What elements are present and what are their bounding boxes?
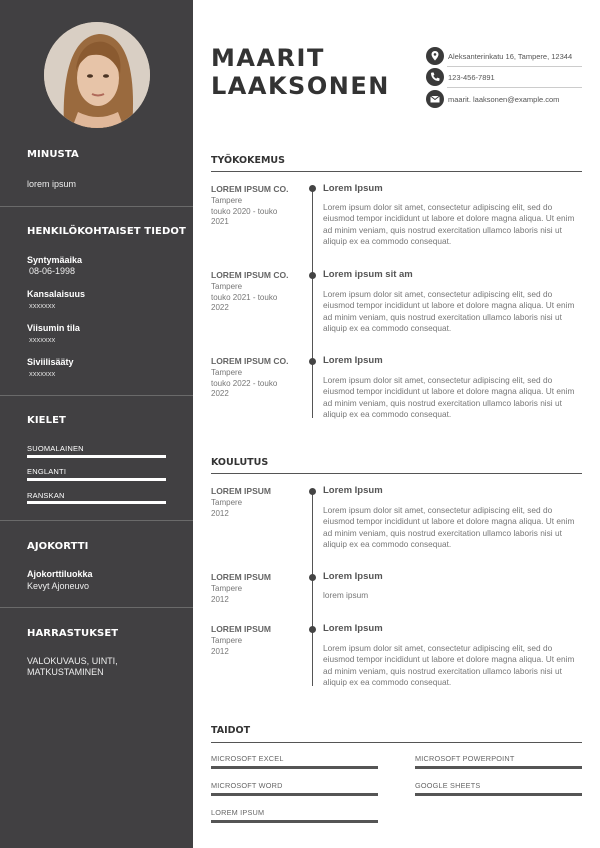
location-icon [426,47,444,65]
timeline-dot [309,272,316,279]
language-level-bar [27,478,166,481]
language-level-bar [27,501,166,504]
school-city: Tampere [211,636,243,645]
school-name: LOREM IPSUM [211,624,271,634]
experience-heading: TYÖKOKEMUS [211,155,285,166]
company-city: Tampere [211,282,243,291]
job-dates: 2022 [211,303,229,312]
education-timeline [312,491,313,686]
divider [447,66,582,67]
school-year: 2012 [211,595,229,604]
email-text: maarit. laaksonen@example.com [448,95,560,104]
timeline-dot [309,358,316,365]
company-city: Tampere [211,368,243,377]
skills-heading: TAIDOT [211,725,251,736]
nationality-value: xxxxxxx [29,301,56,310]
degree-title: Lorem Ipsum [323,485,383,496]
skill-level-bar [211,766,378,769]
school-city: Tampere [211,498,243,507]
divider [0,395,193,396]
section-rule [211,171,582,172]
sidebar [0,0,193,848]
language-level-bar [27,455,166,458]
school-city: Tampere [211,584,243,593]
last-name: LAAKSONEN [211,72,390,100]
skill-level-bar [211,820,378,823]
full-name [211,44,390,100]
school-year: 2012 [211,509,229,518]
job-dates: touko 2022 - touko [211,379,278,388]
job-description: Lorem ipsum dolor sit amet, consectetur adipiscing elit, sed do eiusmod tempor incididunt ut labore et dolore magna aliqua. Ut enim ad minim veniam, quis nostrud exercitation ullamco laboris nisi ut aliquip ex ea commodo consequat. [323,375,575,419]
job-title: Lorem ipsum sit am [323,269,413,280]
skill-label: MICROSOFT EXCEL [211,754,284,763]
language-label: ENGLANTI [27,467,67,476]
skill-label: LOREM IPSUM [211,808,265,817]
job-title: Lorem Ipsum [323,183,383,194]
personal-info-heading: HENKILÖKOHTAISET TIEDOT [27,226,186,237]
job-description: Lorem ipsum dolor sit amet, consectetur adipiscing elit, sed do eiusmod tempor incididunt ut labore et dolore magna aliqua. Ut enim ad minim veniam, quis nostrud exercitation ullamco laboris nisi ut aliquip ex ea commodo consequat. [323,202,575,246]
job-title: Lorem Ipsum [323,355,383,366]
section-rule [211,742,582,743]
divider [0,206,193,207]
birth-label: Syntymäaika [27,255,83,265]
address-text: Aleksanterinkatu 16, Tampere, 12344 [448,52,573,61]
divider [447,87,582,88]
language-label: SUOMALAINEN [27,444,84,453]
skill-level-bar [415,766,582,769]
degree-description: Lorem ipsum dolor sit amet, consectetur adipiscing elit, sed do eiusmod tempor incididunt ut labore et dolore magna aliqua. Ut enim ad minim veniam, quis nostrud exercitation ullamco laboris nisi ut aliquip ex ea commodo consequat. [323,505,575,549]
school-name: LOREM IPSUM [211,572,271,582]
skill-label: MICROSOFT WORD [211,781,283,790]
hobbies-line: VALOKUVAUS, UINTI, [27,656,118,666]
license-value: Kevyt Ajoneuvo [27,581,90,591]
timeline-dot [309,488,316,495]
experience-timeline [312,188,313,418]
about-text: lorem ipsum [27,179,77,189]
degree-title: Lorem Ipsum [323,571,383,582]
timeline-dot [309,574,316,581]
marital-value: xxxxxxx [29,369,56,378]
timeline-dot [309,185,316,192]
skill-level-bar [415,793,582,796]
divider [0,520,193,521]
school-name: LOREM IPSUM [211,486,271,496]
company-name: LOREM IPSUM CO. [211,184,289,194]
company-name: LOREM IPSUM CO. [211,356,289,366]
phone-icon [426,68,444,86]
degree-description: Lorem ipsum dolor sit amet, consectetur adipiscing elit, sed do eiusmod tempor incididunt ut labore et dolore magna aliqua. Ut enim ad minim veniam, quis nostrud exercitation ullamco laboris nisi ut aliquip ex ea commodo consequat. [323,643,575,687]
degree-description: lorem ipsum [323,590,369,600]
license-label: Ajokorttiluokka [27,569,93,579]
language-label: RANSKAN [27,491,65,500]
company-name: LOREM IPSUM CO. [211,270,289,280]
profile-photo-image [44,22,150,128]
degree-title: Lorem Ipsum [323,623,383,634]
nationality-label: Kansalaisuus [27,289,86,299]
company-city: Tampere [211,196,243,205]
education-heading: KOULUTUS [211,457,269,468]
hobbies-line: MATKUSTAMINEN [27,667,104,677]
email-icon [426,90,444,108]
job-description: Lorem ipsum dolor sit amet, consectetur adipiscing elit, sed do eiusmod tempor incididunt ut labore et dolore magna aliqua. Ut enim ad minim veniam, quis nostrud exercitation ullamco laboris nisi ut aliquip ex ea commodo consequat. [323,289,575,333]
job-dates: touko 2021 - touko [211,293,278,302]
job-dates: 2022 [211,389,229,398]
job-dates: 2021 [211,217,229,226]
languages-heading: KIELET [27,415,66,426]
license-heading: AJOKORTTI [27,541,89,552]
birth-value: 08-06-1998 [29,266,76,276]
profile-photo [44,22,150,128]
school-year: 2012 [211,647,229,656]
skill-label: MICROSOFT POWERPOINT [415,754,515,763]
skill-level-bar [211,793,378,796]
section-rule [211,473,582,474]
visa-label: Viisumin tila [27,323,80,333]
visa-value: xxxxxxx [29,335,56,344]
divider [0,607,193,608]
about-heading: MINUSTA [27,149,79,160]
hobbies-heading: HARRASTUKSET [27,628,119,639]
skill-label: GOOGLE SHEETS [415,781,481,790]
marital-label: Siviilisääty [27,357,74,367]
job-dates: touko 2020 - touko [211,207,278,216]
timeline-dot [309,626,316,633]
phone-text: 123-456-7891 [448,73,495,82]
first-name: MAARIT [211,44,325,72]
